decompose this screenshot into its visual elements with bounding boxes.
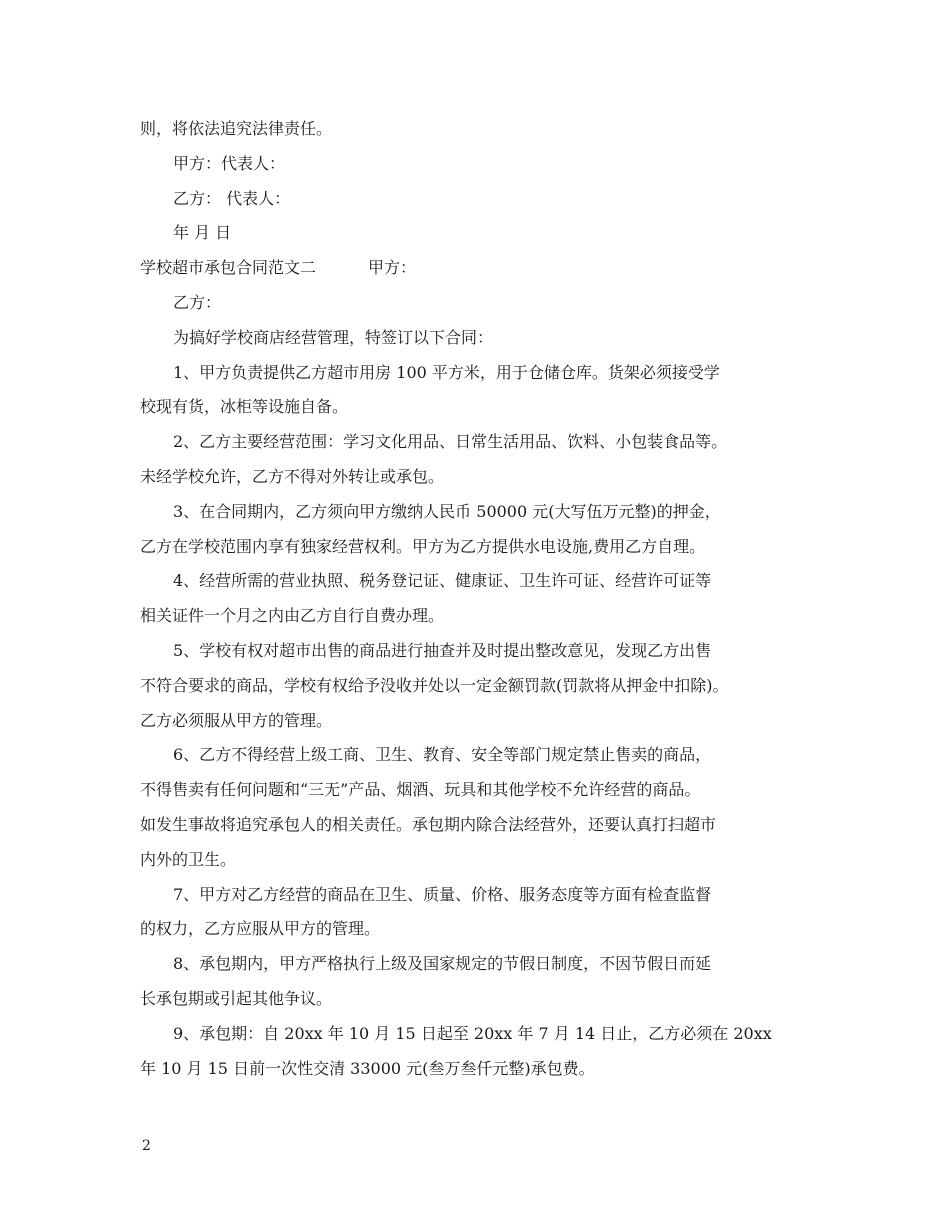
- clause-line: 相关证件一个月之内由乙方自行自费办理。: [140, 606, 445, 626]
- clause-line: 内外的卫生。: [140, 849, 237, 869]
- clause-line: 不得售卖有任何问题和“三无”产品、烟酒、玩具和其他学校不允许经营的商品。: [140, 780, 701, 800]
- document-body: [140, 112, 820, 1086]
- clause-line: 年 10 月 15 日前一次性交清 33000 元(叁万叁仟元整)承包费。: [140, 1058, 595, 1078]
- clause-line: 3、在合同期内，乙方须向甲方缴纳人民币 50000 元(大写伍万元整)的押金，: [173, 501, 721, 521]
- clause-line: 6、乙方不得经营上级工商、卫生、教育、安全等部门规定禁止售卖的商品，: [173, 745, 712, 765]
- page-number: 2: [142, 1138, 151, 1154]
- clause-line: 乙方必须服从甲方的管理。: [140, 710, 333, 730]
- preamble-line: 为搞好学校商店经营管理，特签订以下合同：: [173, 327, 494, 347]
- clause-line: 未经学校允许，乙方不得对外转让或承包。: [140, 466, 445, 486]
- clause-line: 2、乙方主要经营范围：学习文化用品、日常生活用品、饮料、小包装食品等。: [173, 432, 728, 452]
- party-b-signature-line: 乙方： 代表人：: [173, 188, 291, 208]
- party-a-signature-line: 甲方：代表人：: [173, 153, 286, 173]
- clause-line: 的权力，乙方应服从甲方的管理。: [140, 919, 381, 939]
- clause-line: 如发生事故将追究承包人的相关责任。承包期内除合法经营外，还要认真打扫超市: [140, 814, 717, 834]
- date-line: 年 月 日: [173, 223, 232, 243]
- clause-line: 校现有货，冰柜等设施自备。: [140, 397, 349, 417]
- party-b-label: 乙方：: [173, 292, 222, 312]
- clause-line: 乙方在学校范围内享有独家经营权利。甲方为乙方提供水电设施,费用乙方自理。: [140, 536, 706, 556]
- clause-line: 8、承包期内，甲方严格执行上级及国家规定的节假日制度，不因节假日而延: [173, 954, 712, 974]
- clause-line: 7、甲方对乙方经营的商品在卫生、质量、价格、服务态度等方面有检查监督: [173, 884, 712, 904]
- text-line: 则，将依法追究法律责任。: [140, 119, 333, 138]
- section-heading-line: [140, 251, 820, 286]
- clause-line: 4、经营所需的营业执照、税务登记证、健康证、卫生许可证、经营许可证等: [173, 571, 712, 591]
- clause-line: 不符合要求的商品，学校有权给予没收并处以一定金额罚款(罚款将从押金中扣除)。: [140, 675, 729, 695]
- clause-line: 5、学校有权对超市出售的商品进行抽查并及时提出整改意见，发现乙方出售: [173, 640, 712, 660]
- clause-line: 长承包期或引起其他争议。: [140, 988, 333, 1008]
- clause-line: 1、甲方负责提供乙方超市用房 100 平方米，用于仓储仓库。货架必须接受学: [173, 362, 720, 382]
- section-title: 学校超市承包合同范文二: [140, 258, 317, 278]
- party-a-label: 甲方：: [368, 258, 417, 278]
- clause-line: 9、承包期：自 20xx 年 10 月 15 日起至 20xx 年 7 月 14 日止，乙方必须在 20xx: [173, 1023, 772, 1043]
